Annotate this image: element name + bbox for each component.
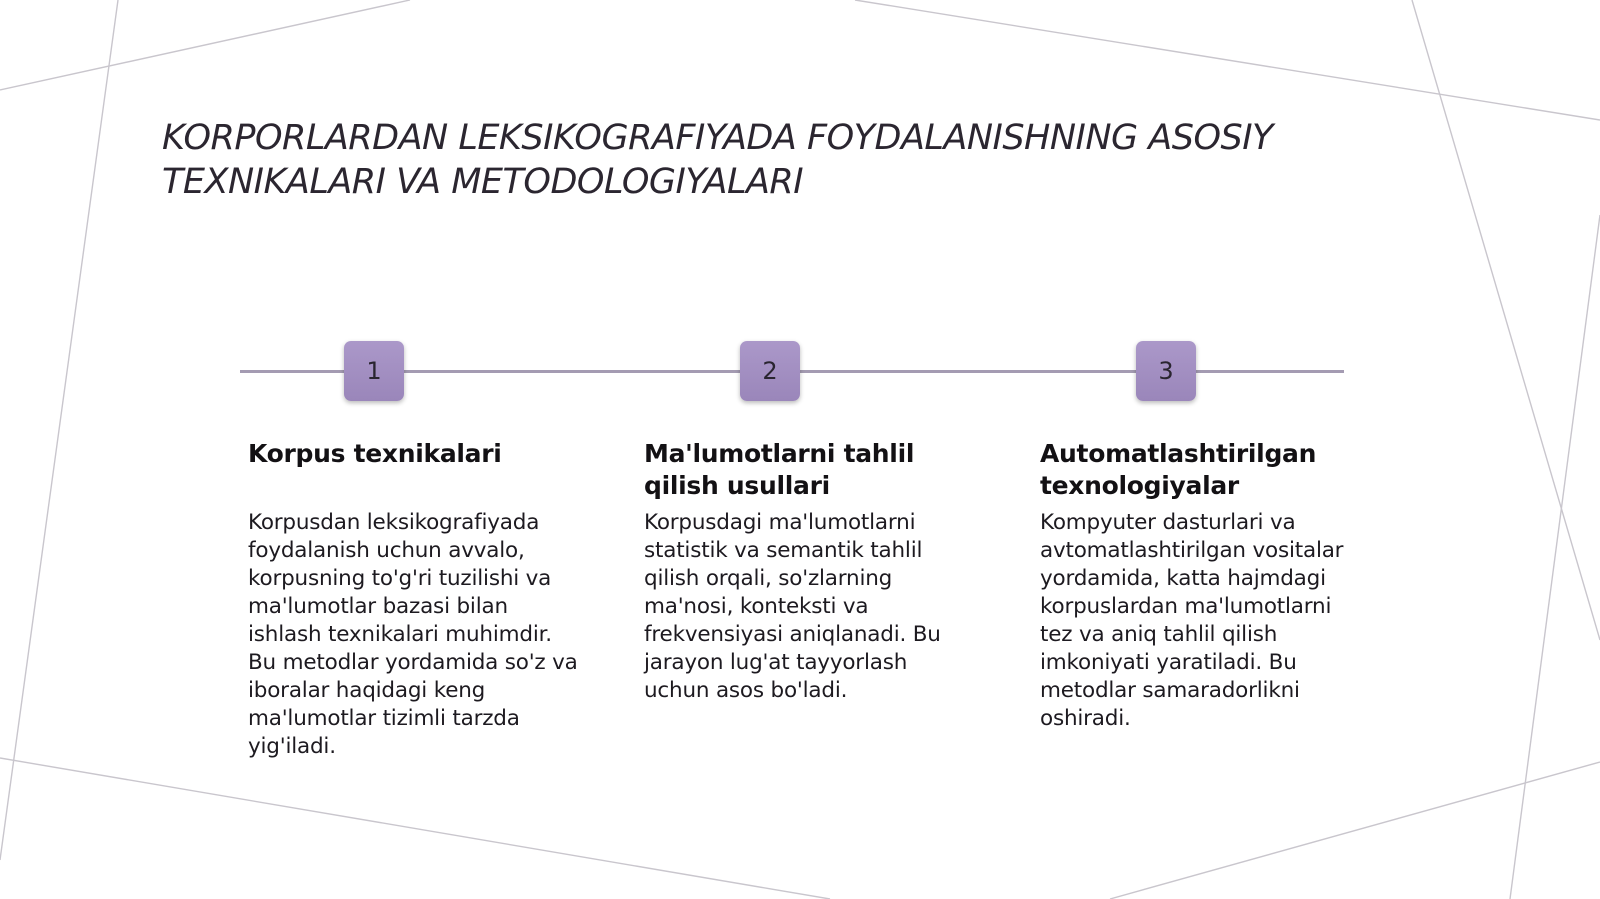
step-2-number-badge: 2	[740, 341, 800, 401]
bg-line	[0, 758, 830, 899]
step-1-number-badge: 1	[344, 341, 404, 401]
step-3-description: Kompyuter dasturlari va avtomatlashtirilgan vositalar yordamida, katta hajmdagi korpuslardan ma'lumotlarni tez va aniq tahlil qilish imkoniyati yaratiladi. Bu metodlar samaradorlikni oshiradi.	[1040, 510, 1344, 731]
step-3-number-badge: 3	[1136, 341, 1196, 401]
step-2-heading: Ma'lumotlarni tahlil qilish usullari	[644, 439, 915, 500]
step-1-description: Korpusdan leksikografiyada foydalanish uchun avvalo, korpusning to'g'ri tuzilishi va ma'lumotlar bazasi bilan ishlash texnikalari muhimdir. Bu metodlar yordamida so'z va iboralar haqidagi keng ma'lumotlar tizimli tarzda yig'iladi.	[248, 510, 578, 759]
step-1-heading: Korpus texnikalari	[248, 439, 502, 468]
bg-line	[1110, 762, 1600, 899]
bg-line	[1412, 0, 1600, 640]
step-3-heading: Automatlashtirilgan texnologiyalar	[1040, 439, 1317, 500]
bg-line	[1510, 215, 1600, 899]
step-2-description: Korpusdagi ma'lumotlarni statistik va semantik tahlil qilish orqali, so'zlarning ma'nosi, konteksti va frekvensiyasi aniqlanadi. Bu jarayon lug'at tayyorlash uchun asos bo'ladi.	[644, 510, 941, 703]
bg-line	[0, 0, 118, 860]
slide-title: KORPORLARDAN LEKSIKOGRAFIYADA FOYDALANISHNING ASOSIY TEXNIKALARI VA METODOLOGIYALARI	[162, 118, 1273, 202]
bg-line	[855, 0, 1600, 120]
bg-line	[0, 0, 410, 90]
